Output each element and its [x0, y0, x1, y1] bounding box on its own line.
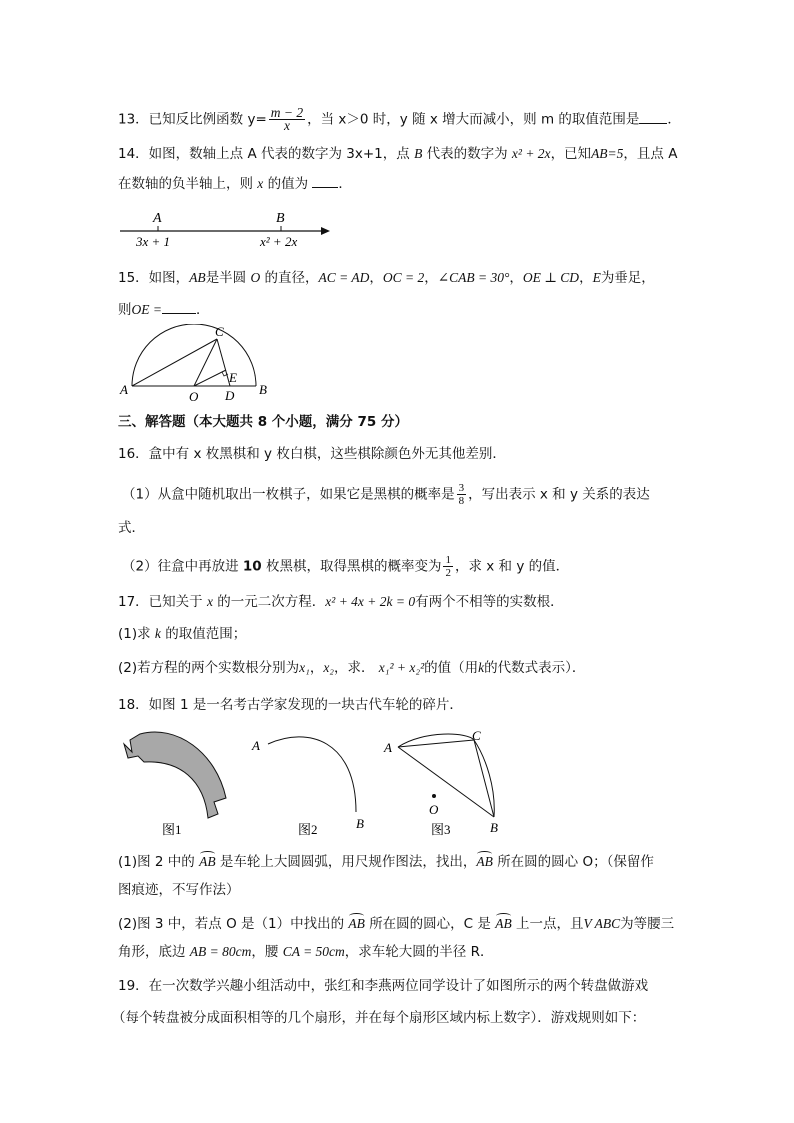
- fig2-caption: 图2: [298, 822, 318, 837]
- q17-part2: (2)若方程的两个实数根分别为x₁，x₂，求． x₁² + x₂²的值（用k的代数式表示）．: [118, 660, 586, 676]
- svg-text:C: C: [472, 728, 481, 743]
- svg-text:C: C: [215, 324, 224, 339]
- q16-stem: 16．盒中有 x 枚黑棋和 y 枚白棋，这些棋除颜色外无其他差别．: [118, 446, 506, 462]
- fig1-caption: 图1: [162, 822, 182, 837]
- q14-line2: 在数轴的负半轴上，则 x 的值为 ．: [118, 176, 352, 192]
- q19-line2: （每个转盘被分成面积相等的几个扇形，并在每个扇形区域内标上数字）．游戏规则如下：: [112, 1010, 646, 1026]
- point-a-label: A: [153, 211, 162, 226]
- svg-text:B: B: [356, 816, 364, 831]
- answer-blank: [639, 111, 667, 124]
- svg-text:O: O: [429, 802, 439, 817]
- arrow-icon: [321, 227, 330, 235]
- q15-line1: 15．如图，AB是半圆 O 的直径，AC = AD，OC = 2，∠CAB = 30°，OE ⊥ CD，E为垂足，: [118, 270, 655, 286]
- q16-part1-cont: 式．: [118, 520, 145, 536]
- q19-line1: 19．在一次数学兴趣小组活动中，张红和李燕两位同学设计了如图所示的两个转盘做游戏: [118, 978, 649, 994]
- arc-acb-figure: [398, 734, 494, 817]
- q18-part2-cont: 角形，底边 AB = 80cm，腰 CA = 50cm，求车轮大圆的半径 R．: [118, 944, 494, 960]
- q18-figures: [118, 722, 698, 840]
- point-b-label: B: [276, 211, 285, 226]
- q14-line1: 14．如图，数轴上点 A 代表的数字为 3x+1，点 B 代表的数字为 x² + 2x，已知AB=5，且点 A: [118, 146, 678, 162]
- q18-stem: 18．如图 1 是一名考古学家发现的一块古代车轮的碎片．: [118, 697, 463, 713]
- semicircle-figure: [118, 324, 268, 406]
- fig3-caption: 图3: [431, 822, 451, 837]
- svg-text:A: A: [252, 738, 260, 753]
- center-dot: [432, 794, 436, 798]
- q18-part1: (1)图 2 中的 AB 是车轮上大圆圆弧，用尺规作图法，找出，AB 所在圆的圆心 O；（保留作: [118, 854, 654, 870]
- wheel-fragment-figure: [124, 732, 226, 818]
- q13-line: 13．已知反比例函数 y= $\frac{m - 2}{x}$ ，当 x＞0 时，y 随 x 增大而减小，则 m 的取值范围是 ．: [118, 105, 681, 133]
- answer-blank: [162, 301, 196, 314]
- q13-fraction: $\frac{m - 2}{x}$: [270, 105, 304, 133]
- q18-part1-cont: 图痕迹，不写作法）: [118, 882, 240, 898]
- svg-text:B: B: [259, 382, 267, 397]
- value-a-label: 3x + 1: [136, 234, 171, 249]
- arc-ab-figure: [268, 737, 356, 812]
- svg-text:A: A: [384, 740, 392, 755]
- number-line-figure: [118, 204, 338, 250]
- section-heading: 三、解答题（本大题共 8 个小题，满分 75 分）: [118, 414, 408, 430]
- svg-text:B: B: [490, 820, 498, 835]
- answer-blank: [312, 175, 338, 188]
- svg-text:E: E: [229, 370, 237, 385]
- svg-text:D: D: [225, 388, 235, 403]
- q18-part2: (2)图 3 中，若点 O 是（1）中找出的 AB 所在圆的圆心，C 是 AB 上一点，且V ABC为等腰三: [118, 916, 675, 932]
- q16-part2: （2）往盒中再放进 10 枚黑棋，取得黑棋的概率变为 $\frac{1}{2}$ ，求 x 和 y 的值．: [122, 554, 570, 579]
- value-b-label: x² + 2x: [260, 234, 298, 249]
- q17-stem: 17．已知关于 x 的一元二次方程．x² + 4x + 2k = 0有两个不相等的实数根．: [118, 594, 564, 610]
- q16-part1: （1）从盒中随机取出一枚棋子，如果它是黑棋的概率是 $\frac{3}{8}$ ，写出表示 x 和 y 关系的表达: [122, 482, 650, 507]
- q15-line2: 则OE = ．: [118, 302, 210, 318]
- q17-part1: (1)求 k 的取值范围；: [118, 626, 247, 642]
- svg-text:A: A: [120, 382, 128, 397]
- svg-text:O: O: [189, 389, 199, 404]
